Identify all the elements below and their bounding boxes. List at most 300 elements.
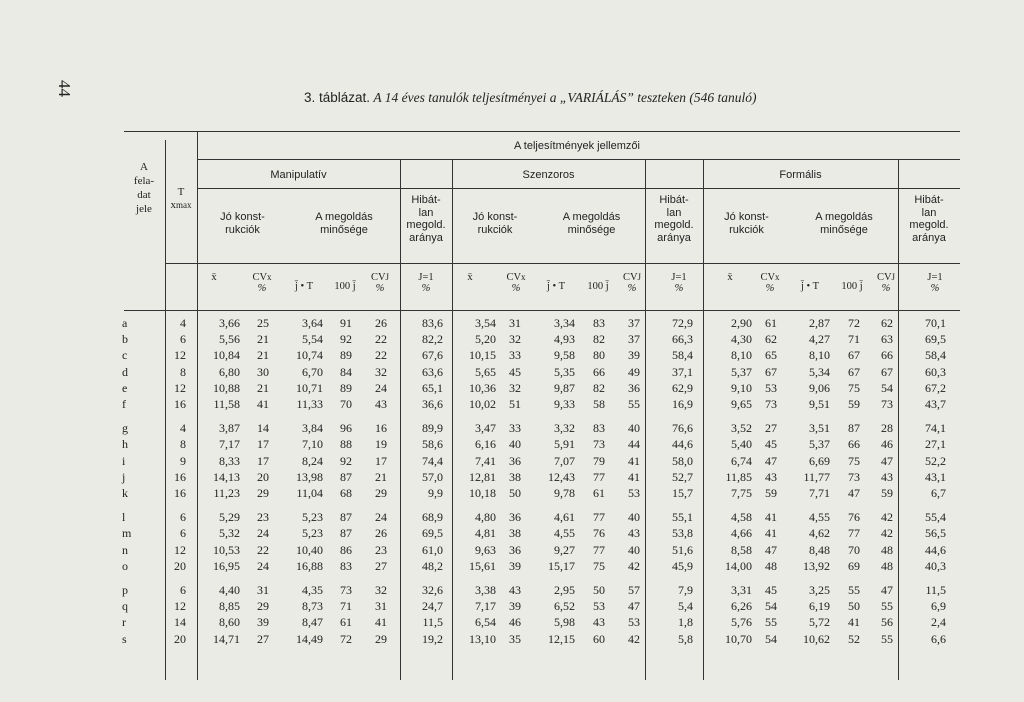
table-cell: 4,66: [731, 526, 752, 541]
table-cell: 5,37: [731, 364, 752, 379]
symbol-j1-text: J=1: [418, 272, 434, 283]
table-cell: 30: [257, 364, 269, 379]
table-cell: 32,6: [422, 583, 443, 597]
symbol-cvx-text: CV: [252, 272, 268, 283]
table-cell: 11,5: [422, 615, 443, 630]
table-cell: 51,6: [672, 542, 693, 557]
table-cell: 10,88: [213, 380, 240, 395]
table-cell: 2,90: [731, 316, 752, 330]
table-cell: 6,7: [931, 486, 946, 500]
table-cell: 5,32: [219, 526, 240, 541]
table-cell: 53: [628, 486, 640, 500]
symbol-cvj-percent: %: [375, 283, 385, 294]
header-section-szenzoros: Szenzoros: [522, 169, 575, 181]
table-cell: 76: [593, 526, 605, 541]
row-T-value: 16: [174, 397, 186, 411]
table-cell: 43: [765, 469, 777, 484]
table-cell: 12,81: [469, 469, 496, 484]
table-cell: 39: [509, 599, 521, 614]
symbol-cvj-text: CV: [370, 272, 386, 283]
table-cell: 62: [881, 316, 893, 330]
table-cell: 87: [848, 421, 860, 436]
table-cell: 40: [628, 421, 640, 436]
table-cell: 11,77: [803, 469, 830, 484]
table-cell: 10,02: [469, 397, 496, 411]
table-cell: 22: [257, 542, 269, 557]
subheader-konstr-formalis: [703, 211, 790, 236]
header-task: [124, 160, 164, 216]
table-cell: 69,5: [925, 332, 946, 347]
row-T-value: 4: [180, 421, 186, 436]
table-cell: 36: [509, 510, 521, 525]
table-cell: 6,6: [931, 631, 946, 646]
table-cell: 58,4: [672, 348, 693, 363]
table-cell: 43,7: [925, 397, 946, 411]
table-cell: 12,43: [548, 469, 575, 484]
table-cell: 87: [340, 469, 352, 484]
subheader-hibatlan-line-2: lan: [418, 206, 434, 219]
table-cell: 10,84: [213, 348, 240, 363]
table-cell: 44,6: [672, 437, 693, 452]
table-cell: 17: [375, 453, 387, 468]
rule-group: [197, 159, 960, 160]
table-cell: 79: [593, 453, 605, 468]
table-cell: 28: [881, 421, 893, 436]
table-cell: 72: [340, 631, 352, 646]
table-cell: 41: [765, 510, 777, 525]
table-cell: 11,33: [296, 397, 323, 411]
table-cell: 5,54: [302, 332, 323, 347]
table-cell: 73: [848, 469, 860, 484]
table-cell: 49: [628, 364, 640, 379]
table-cell: 47: [881, 453, 893, 468]
row-T-value: 9: [180, 453, 186, 468]
table-cell: 47: [765, 542, 777, 557]
table-cell: 17: [257, 437, 269, 452]
table-cell: 29: [375, 631, 387, 646]
table-cell: 47: [881, 583, 893, 597]
symbol-cvj-0: [355, 272, 405, 294]
table-cell: 3,25: [809, 583, 830, 597]
table-cell: 43: [375, 397, 387, 411]
row-T-value: 16: [174, 469, 186, 484]
table-cell: 2,87: [809, 316, 830, 330]
table-cell: 6,54: [475, 615, 496, 630]
table-cell: 40: [509, 437, 521, 452]
table-cell: 2,95: [554, 583, 575, 597]
table-cell: 44: [628, 437, 640, 452]
table-cell: 9,58: [554, 348, 575, 363]
table-cell: 63: [881, 332, 893, 347]
table-cell: 32: [375, 364, 387, 379]
table-cell: 69: [848, 558, 860, 573]
symbol-cvj-sub: J: [891, 272, 896, 282]
symbol-xbar-0: [189, 272, 239, 283]
table-cell: 3,34: [554, 316, 575, 330]
table-cell: 73: [593, 437, 605, 452]
symbol-cvx-sub: x: [521, 272, 526, 282]
table-cell: 4,62: [809, 526, 830, 541]
table-cell: 4,61: [554, 510, 575, 525]
table-cell: 16,88: [296, 558, 323, 573]
subheader-konstr-line-2: rukciók: [477, 223, 513, 236]
table-cell: 50: [593, 583, 605, 597]
table-cell: 8,73: [302, 599, 323, 614]
table-cell: 9,9: [428, 486, 443, 500]
table-cell: 41: [628, 453, 640, 468]
subheader-konstr-line-1: Jó konst-: [724, 211, 769, 223]
symbol-cvj-label: [371, 272, 389, 283]
table-cell: 36,6: [422, 397, 443, 411]
row-task-label: l: [122, 510, 126, 525]
table-cell: 42: [881, 510, 893, 525]
table-cell: 45: [509, 364, 521, 379]
symbol-j100: 100 j̄: [334, 281, 356, 292]
table-cell: 58: [593, 397, 605, 411]
row-T-value: 12: [174, 599, 186, 614]
symbol-cvx-text: CV: [760, 272, 776, 283]
symbol-cvx-percent: %: [257, 283, 267, 294]
table-cell: 11,23: [213, 486, 240, 500]
subheader-hibatlan-formalis: [898, 194, 960, 244]
table-cell: 89,9: [422, 421, 443, 436]
table-cell: 29: [257, 486, 269, 500]
table-cell: 8,48: [809, 542, 830, 557]
table-cell: 3,87: [219, 421, 240, 436]
table-cell: 4,55: [554, 526, 575, 541]
row-T-value: 12: [174, 380, 186, 395]
table-cell: 16,95: [213, 558, 240, 573]
row-task-label: c: [122, 348, 128, 363]
row-task-label: k: [122, 486, 128, 500]
table-cell: 3,51: [809, 421, 830, 436]
table-cell: 5,98: [554, 615, 575, 630]
table-cell: 58,0: [672, 453, 693, 468]
subheader-hibatlan-line-1: Hibát-: [411, 194, 441, 206]
table-cell: 39: [509, 558, 521, 573]
table-cell: 9,51: [809, 397, 830, 411]
table-cell: 8,47: [302, 615, 323, 630]
table-cell: 68,9: [422, 510, 443, 525]
subheader-hibatlan-manipulativ: [400, 194, 452, 244]
table-cell: 67,2: [925, 380, 946, 395]
table-cell: 5,23: [302, 526, 323, 541]
table-cell: 14,71: [213, 631, 240, 646]
table-cell: 59: [765, 486, 777, 500]
table-cell: 87: [340, 510, 352, 525]
row-task-label: q: [122, 599, 128, 614]
symbol-j1-0: [401, 272, 451, 294]
subheader-megoldas-line-1: A megoldás: [315, 211, 373, 223]
table-cell: 45: [765, 583, 777, 597]
table-cell: 36: [509, 542, 521, 557]
table-cell: 13,92: [803, 558, 830, 573]
table-cell: 58,6: [422, 437, 443, 452]
row-T-value: 12: [174, 542, 186, 557]
table-cell: 15,61: [469, 558, 496, 573]
table-cell: 82: [593, 380, 605, 395]
table-cell: 13,98: [296, 469, 323, 484]
table-cell: 8,85: [219, 599, 240, 614]
table-cell: 55: [881, 599, 893, 614]
symbol-cvx-sub: x: [775, 272, 780, 282]
table-cell: 61: [765, 316, 777, 330]
symbol-j1-percent: %: [930, 283, 940, 294]
table-cell: 3,66: [219, 316, 240, 330]
table-cell: 19: [375, 437, 387, 452]
table-cell: 7,17: [219, 437, 240, 452]
table-cell: 55,1: [672, 510, 693, 525]
table-cell: 42: [881, 526, 893, 541]
table-cell: 55: [628, 397, 640, 411]
subheader-konstr-manipulativ: [197, 211, 288, 236]
table-cell: 10,15: [469, 348, 496, 363]
table-cell: 53: [628, 615, 640, 630]
header-xmax-x: x: [170, 199, 176, 211]
table-cell: 27,1: [925, 437, 946, 452]
table-cell: 67,6: [422, 348, 443, 363]
table-cell: 14,00: [725, 558, 752, 573]
row-T-value: 8: [180, 364, 186, 379]
row-T-value: 6: [180, 510, 186, 525]
symbol-jt: j̄ • T: [294, 281, 314, 292]
table-cell: 75: [593, 558, 605, 573]
row-task-label: a: [122, 316, 128, 330]
table-cell: 77: [848, 526, 860, 541]
table-cell: 39: [257, 615, 269, 630]
table-cell: 41: [765, 526, 777, 541]
row-task-label: e: [122, 380, 128, 395]
subheader-megoldas-line-2: minősége: [320, 223, 368, 236]
table-cell: 41: [848, 615, 860, 630]
table-cell: 36: [628, 380, 640, 395]
subheader-hibatlan-line-2: lan: [921, 206, 937, 219]
table-cell: 52: [848, 631, 860, 646]
symbol-j1-percent: %: [674, 283, 684, 294]
symbol-j1-percent: %: [421, 283, 431, 294]
table-cell: 71: [340, 599, 352, 614]
table-cell: 67: [848, 348, 860, 363]
table-cell: 6,19: [809, 599, 830, 614]
table-cell: 11,85: [725, 469, 752, 484]
symbol-j1-2: [910, 272, 960, 294]
row-task-label: i: [122, 453, 126, 468]
table-cell: 72,9: [672, 316, 693, 330]
table-cell: 84: [340, 364, 352, 379]
table-cell: 83,6: [422, 316, 443, 330]
subheader-hibatlan-line-3: megold.: [909, 219, 949, 231]
table-cell: 7,71: [809, 486, 830, 500]
table-cell: 70: [340, 397, 352, 411]
table-cell: 54: [881, 380, 893, 395]
table-cell: 55: [765, 615, 777, 630]
table-cell: 3,47: [475, 421, 496, 436]
table-cell: 44,6: [925, 542, 946, 557]
table-cell: 19,2: [422, 631, 443, 646]
table-cell: 5,20: [475, 332, 496, 347]
table-cell: 65: [765, 348, 777, 363]
table-cell: 67: [848, 364, 860, 379]
table-cell: 59: [848, 397, 860, 411]
table-cell: 48: [881, 558, 893, 573]
table-cell: 11,58: [213, 397, 240, 411]
table-cell: 3,64: [302, 316, 323, 330]
table-cell: 37: [628, 332, 640, 347]
table-cell: 17: [257, 453, 269, 468]
table-cell: 41: [375, 615, 387, 630]
table-cell: 10,36: [469, 380, 496, 395]
table-cell: 43: [881, 469, 893, 484]
header-section-manipulativ: Manipulatív: [270, 169, 327, 181]
symbol-cvx-percent: %: [511, 283, 521, 294]
table-cell: 25: [257, 316, 269, 330]
symbol-cvj-1: [607, 272, 657, 294]
table-cell: 55: [848, 583, 860, 597]
table-cell: 77: [593, 469, 605, 484]
symbol-cvj-percent: %: [881, 283, 891, 294]
row-task-label: f: [122, 397, 126, 411]
table-cell: 58,4: [925, 348, 946, 363]
table-cell: 89: [340, 380, 352, 395]
row-T-value: 4: [180, 316, 186, 330]
table-cell: 24: [375, 510, 387, 525]
subheader-megoldas-line-1: A megoldás: [815, 211, 873, 223]
table-cell: 91: [340, 316, 352, 330]
symbol-cvj-label: [877, 272, 895, 283]
row-task-label: n: [122, 542, 128, 557]
table-cell: 24,7: [422, 599, 443, 614]
table-cell: 65,1: [422, 380, 443, 395]
table-cell: 60: [593, 631, 605, 646]
header-T: [165, 186, 197, 212]
table-cell: 63,6: [422, 364, 443, 379]
subheader-konstr-line-1: Jó konst-: [472, 211, 518, 223]
table-cell: 54: [765, 631, 777, 646]
table-cell: 76,6: [672, 421, 693, 436]
table-cell: 61: [593, 486, 605, 500]
symbol-cvj-text: CV: [876, 272, 892, 283]
table-cell: 14,49: [296, 631, 323, 646]
page-number: 44: [55, 80, 74, 97]
table-cell: 66: [848, 437, 860, 452]
table-cell: 31: [375, 599, 387, 614]
table-cell: 8,33: [219, 453, 240, 468]
table-cell: 4,55: [809, 510, 830, 525]
table-cell: 66: [593, 364, 605, 379]
table-cell: 22: [375, 348, 387, 363]
table-cell: 10,70: [725, 631, 752, 646]
table-caption: [304, 90, 756, 106]
table-cell: 31: [509, 316, 521, 330]
subheader-hibatlan-line-4: aránya: [912, 231, 946, 244]
symbol-xbar-1: [445, 272, 495, 283]
table-cell: 47: [765, 453, 777, 468]
table-cell: 23: [257, 510, 269, 525]
table-cell: 50: [848, 599, 860, 614]
subheader-konstr-line-2: rukciók: [225, 223, 260, 236]
table-cell: 29: [375, 486, 387, 500]
table-cell: 67: [765, 364, 777, 379]
table-cell: 77: [593, 510, 605, 525]
table-cell: 4,35: [302, 583, 323, 597]
table-cell: 7,75: [731, 486, 752, 500]
table-cell: 83: [593, 421, 605, 436]
header-task-line-4: jele: [136, 203, 152, 215]
subheader-hibatlan-szenzoros: [645, 194, 703, 244]
table-cell: 36: [509, 453, 521, 468]
symbol-j1-text: J=1: [927, 272, 943, 283]
table-cell: 6,70: [302, 364, 323, 379]
row-T-value: 16: [174, 486, 186, 500]
table-cell: 41: [257, 397, 269, 411]
table-cell: 4,80: [475, 510, 496, 525]
row-T-value: 6: [180, 526, 186, 541]
caption-lead: 3. táblázat.: [304, 90, 371, 105]
header-task-line-2: fela-: [133, 175, 155, 187]
table-cell: 5,4: [678, 599, 693, 614]
table-cell: 38: [509, 526, 521, 541]
row-task-label: m: [122, 526, 132, 541]
row-task-label: b: [122, 332, 128, 347]
row-T-value: 6: [180, 583, 186, 597]
table-cell: 7,07: [554, 453, 575, 468]
table-cell: 6,74: [731, 453, 752, 468]
table-cell: 88: [340, 437, 352, 452]
table-cell: 3,52: [731, 421, 752, 436]
table-cell: 7,9: [678, 583, 693, 597]
symbol-xbar: x̄: [211, 272, 217, 283]
table-cell: 42: [628, 558, 640, 573]
table-cell: 40: [628, 542, 640, 557]
table-cell: 51: [509, 397, 521, 411]
table-cell: 60,3: [925, 364, 946, 379]
table-cell: 56: [881, 615, 893, 630]
row-task-label: h: [122, 437, 128, 452]
table-cell: 62,9: [672, 380, 693, 395]
table-cell: 73: [765, 397, 777, 411]
table-cell: 83: [593, 316, 605, 330]
table-cell: 68: [340, 486, 352, 500]
row-task-label: j: [122, 469, 126, 484]
table-cell: 48: [881, 542, 893, 557]
table-cell: 61,0: [422, 542, 443, 557]
table-cell: 32: [509, 332, 521, 347]
header-section-formalis: Formális: [779, 169, 822, 181]
symbol-cvx-label: [252, 272, 271, 283]
table-cell: 43: [509, 583, 521, 597]
table-cell: 21: [257, 332, 269, 347]
symbol-cvj-label: [623, 272, 641, 283]
rule-symbol-top: [165, 263, 960, 264]
table-cell: 5,72: [809, 615, 830, 630]
table-cell: 8,60: [219, 615, 240, 630]
table-cell: 57: [628, 583, 640, 597]
table-cell: 43: [628, 526, 640, 541]
table-cell: 32: [375, 583, 387, 597]
table-cell: 45,9: [672, 558, 693, 573]
table-cell: 9,27: [554, 542, 575, 557]
table-cell: 66,3: [672, 332, 693, 347]
symbol-xbar: x̄: [727, 272, 733, 283]
subheader-megoldas-szenzoros: [538, 211, 645, 236]
subheader-konstr-line-2: rukciók: [729, 223, 764, 236]
table-cell: 8,10: [809, 348, 830, 363]
row-task-label: g: [122, 421, 128, 436]
header-task-line-1: A: [140, 161, 148, 173]
table-cell: 7,10: [302, 437, 323, 452]
table-cell: 21: [257, 348, 269, 363]
table-cell: 67: [881, 364, 893, 379]
